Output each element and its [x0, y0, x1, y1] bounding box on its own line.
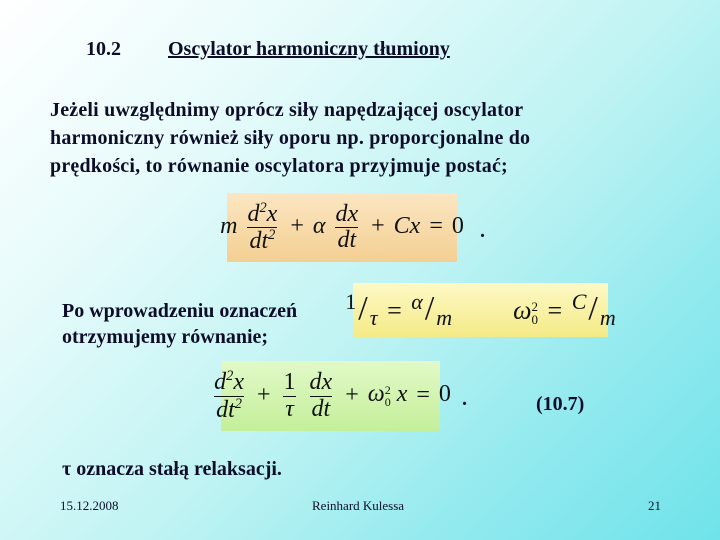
eq3-second-derivative: $\frac{d^2x}{dt^2}$	[214, 368, 244, 423]
para2-line: otrzymujemy równanie;	[62, 326, 269, 348]
footer-date: 15.12.2008	[60, 498, 119, 513]
eq3-first-derivative: $\frac{dx}{dt}$	[309, 369, 333, 422]
section-number: 10.2	[86, 38, 121, 60]
eq1-cx: Cx	[393, 213, 421, 240]
tau-definition-text: oznacza stałą relaksacji.	[76, 458, 282, 480]
eq3-inverse-tau: $\frac{1}{\tau}$	[283, 369, 296, 422]
intro-line: prędkości, to równanie oscylatora przyjmuje postać;	[50, 155, 508, 177]
slide-title: Oscylator harmoniczny tłumiony	[168, 38, 450, 60]
intro-line: harmoniczny również siły oporu np. proporcjonalne do	[50, 127, 531, 149]
equation-normalized-oscillator: $\frac{d^2x}{dt^2}$ + $\frac{1}{\tau}$ $\frac{dx}{dt}$ + ω 2 0 x = 0	[221, 361, 440, 431]
equation-damped-oscillator: m $\frac{d^2x}{dt^2}$ + α $\frac{dx}{dt}$ + Cx = 0	[227, 193, 457, 262]
eq1-mass: m	[220, 213, 238, 240]
intro-line: Jeżeli uwzględnimy oprócz siły napędzającej oscylator	[50, 99, 524, 121]
tau-definition	[62, 458, 282, 481]
equation3-period: .	[462, 388, 467, 410]
footer-page-number: 21	[648, 498, 661, 513]
equation-substitutions: $^1/_\tau = ^\alpha/_m$ ω 2 0 = $^C/_m$	[353, 283, 608, 337]
para2-line: Po wprowadzeniu oznaczeń	[62, 300, 298, 322]
tau-symbol: τ	[62, 458, 72, 480]
eq1-first-derivative: $\frac{dx}{dt}$	[335, 200, 359, 253]
eq1-second-derivative: $\frac{d^2x}{dt^2}$	[247, 199, 278, 254]
footer-author: Reinhard Kulessa	[312, 498, 405, 513]
intro-paragraph	[50, 96, 670, 180]
substitution-paragraph	[62, 298, 297, 350]
equation-number: (10.7)	[536, 393, 585, 415]
eq1-alpha: α	[312, 213, 326, 240]
equation1-period: .	[480, 220, 485, 242]
